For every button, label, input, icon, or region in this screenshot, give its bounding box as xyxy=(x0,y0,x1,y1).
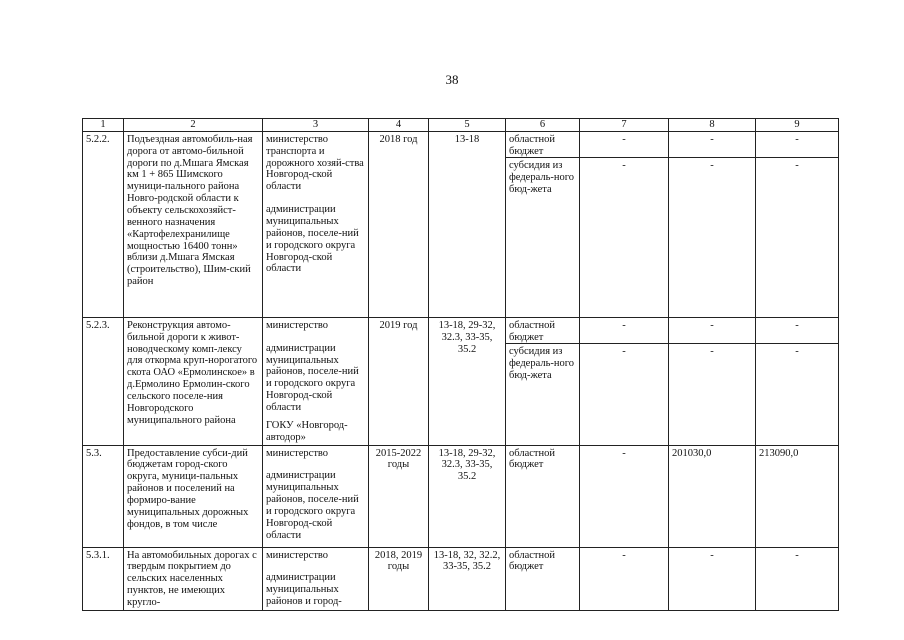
value: - xyxy=(622,133,626,145)
executor: министерство xyxy=(266,319,329,331)
source: областной бюджет xyxy=(509,549,555,573)
column-header: 2 xyxy=(124,119,263,132)
executor: министерство транспорта и дорожного хозяй-ства Новгород-ской области xyxy=(266,133,364,193)
row-executors xyxy=(263,445,369,547)
row-number: 5.2.2. xyxy=(83,131,124,317)
row-col8: - xyxy=(669,547,756,610)
row-col9 xyxy=(756,131,839,317)
source: областной бюджет xyxy=(509,133,555,157)
column-header: 9 xyxy=(756,119,839,132)
value: - xyxy=(795,319,799,331)
row-sources xyxy=(506,317,580,445)
value: - xyxy=(756,157,838,173)
column-header: 8 xyxy=(669,119,756,132)
row-col9: 213090,0 xyxy=(756,445,839,547)
row-name: Подъездная автомобиль-ная дорога от автомо-бильной дороги по д.Мшага Ямская км 1 + 865 Шимского муници-пального района Новго-родской области к объекту сельскохозяйст-венного назначения «Картофелехранилище мощностью 16400 тонн» вблизи д.Мшага Ямская (строительство), Шим-ский район xyxy=(124,131,263,317)
row-name: На автомобильных дорогах с твердым покрытием до сельских населенных пунктов, не имеющих кругло- xyxy=(124,547,263,610)
column-header: 5 xyxy=(429,119,506,132)
row-executors xyxy=(263,547,369,610)
row-targets: 13-18, 29-32, 32.3, 33-35, 35.2 xyxy=(429,317,506,445)
value: - xyxy=(669,157,755,173)
row-number: 5.3.1. xyxy=(83,547,124,610)
row-col8 xyxy=(669,317,756,445)
row-executors xyxy=(263,131,369,317)
row-name: Реконструкция автомо-бильной дороги к живот-новодческому комп-лексу для откорма круп-норогатого скота ОАО «Ермолинское» в д.Ермолино Ермолин-ского сельского поселе-ния Новгородского муниципального района xyxy=(124,317,263,445)
source: субсидия из федераль-ного бюд-жета xyxy=(506,343,579,383)
row-targets: 13-18, 32, 32.2, 33-35, 35.2 xyxy=(429,547,506,610)
value: - xyxy=(795,133,799,145)
row-sources xyxy=(506,547,580,610)
column-header: 7 xyxy=(580,119,669,132)
table-row xyxy=(83,547,839,610)
row-term: 2018 год xyxy=(369,131,429,317)
value: - xyxy=(622,319,626,331)
column-header: 4 xyxy=(369,119,429,132)
executor: администрации муниципальных районов, поселе-ний и городского округа Новгород-ской области xyxy=(266,204,359,275)
row-col9: - xyxy=(756,547,839,610)
column-header: 1 xyxy=(83,119,124,132)
page-number: 38 xyxy=(445,72,459,87)
program-table xyxy=(82,118,839,611)
value: - xyxy=(710,133,714,145)
row-name: Предоставление субси-дий бюджетам город-ского округа, муници-пальных районов и поселений на формиро-вание муниципальных дорожных фондов, в том числе xyxy=(124,445,263,547)
value: - xyxy=(756,343,838,359)
row-executors xyxy=(263,317,369,445)
row-col7: - xyxy=(580,547,669,610)
row-number: 5.2.3. xyxy=(83,317,124,445)
row-col7 xyxy=(580,317,669,445)
row-number: 5.3. xyxy=(83,445,124,547)
executor: администрации муниципальных районов, поселе-ний и городского округа Новгород-ской области xyxy=(266,342,359,414)
row-term: 2018, 2019 годы xyxy=(369,547,429,610)
row-sources xyxy=(506,445,580,547)
header-row xyxy=(83,119,839,132)
value: - xyxy=(580,343,668,359)
source: областной бюджет xyxy=(509,447,555,471)
row-sources xyxy=(506,131,580,317)
value: - xyxy=(669,343,755,359)
row-targets: 13-18, 29-32, 32.3, 33-35, 35.2 xyxy=(429,445,506,547)
value: - xyxy=(710,319,714,331)
executor: администрации муниципальных районов, поселе-ний и городского округа Новгород-ской области xyxy=(266,470,359,541)
source: областной бюджет xyxy=(509,319,555,343)
row-col9 xyxy=(756,317,839,445)
table-row xyxy=(83,317,839,445)
executor: ГОКУ «Новгород-автодор» xyxy=(266,419,348,443)
row-term: 2019 год xyxy=(369,317,429,445)
row-col8: 201030,0 xyxy=(669,445,756,547)
column-header: 3 xyxy=(263,119,369,132)
row-col7: - xyxy=(580,445,669,547)
table-row xyxy=(83,445,839,547)
value: - xyxy=(580,157,668,173)
row-col7 xyxy=(580,131,669,317)
executor: министерство xyxy=(266,549,329,561)
executor: администрации муниципальных районов и город- xyxy=(266,572,342,608)
table-row xyxy=(83,131,839,317)
row-term: 2015-2022 годы xyxy=(369,445,429,547)
row-col8 xyxy=(669,131,756,317)
executor: министерство xyxy=(266,447,329,459)
row-targets: 13-18 xyxy=(429,131,506,317)
source: субсидия из федераль-ного бюд-жета xyxy=(506,157,579,197)
column-header: 6 xyxy=(506,119,580,132)
